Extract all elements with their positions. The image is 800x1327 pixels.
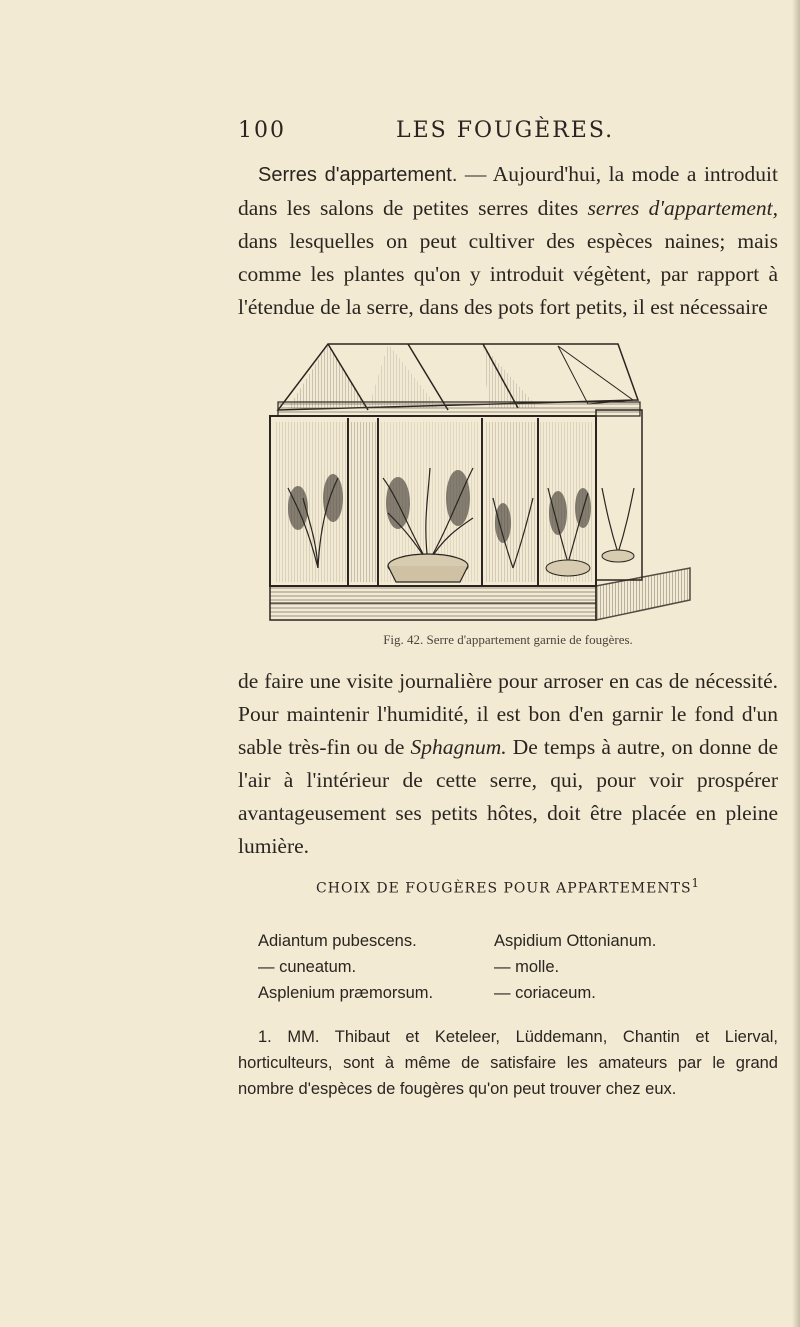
list-item (258, 954, 433, 980)
list-item: Adiantum pubescens. (258, 932, 417, 950)
list-item: — molle. (494, 958, 560, 976)
footnote-marker: 1 (691, 876, 700, 890)
paragraph-text-continued: De temps à autre, on donne de l'air à l'intérieur de cette serre, qui, pour voir prospérer avantageusement ses petits hôtes, doit être placée en pleine lumière. (238, 735, 778, 858)
paragraph-serres (238, 158, 778, 324)
paragraph-text-continued: dans lesquelles on peut cultiver des espèces naines; mais comme les plantes qu'on y introduit végètent, par rapport à l'étendue de la serre, dans des pots fort petits, il est nécessaire (238, 229, 778, 319)
list-heading (238, 876, 778, 897)
fern-list-left (258, 928, 433, 1006)
list-item: — coriaceum. (494, 984, 596, 1002)
section-lead: Serres d'appartement. (258, 164, 458, 186)
footnote: 1. MM. Thibaut et Keteleer, Lüddemann, Chantin et Lierval, horticulteurs, sont à même de satisfaire les amateurs par le grand nombre d'espèces de fougères qu'on peut trouver chez eux. (238, 1028, 778, 1098)
fern-list-right (494, 928, 656, 1006)
list-heading-text: CHOIX DE FOUGÈRES POUR APPARTEMENTS (316, 880, 692, 897)
page-number: 100 (238, 118, 286, 143)
paragraph-visite (238, 665, 778, 863)
paragraph-text: — Aujourd'hui, la mode a introduit dans les salons de petites serres dites (238, 162, 778, 220)
figure-caption: Fig. 42. Serre d'appartement garnie de fougères. (383, 632, 633, 647)
italic-term: Sphagnum. (410, 735, 507, 759)
list-item: Asplenium præmorsum. (258, 984, 434, 1002)
page-edge-shadow (792, 0, 800, 1327)
list-item: Aspidium Ottonianum. (494, 932, 657, 950)
list-item-text: — cuneatum. (258, 958, 357, 976)
greenhouse-illustration (258, 338, 698, 624)
paragraph-text: de faire une visite journalière pour arroser en cas de nécessité. Pour maintenir l'humidité, il est bon d'en garnir le fond d'un sable très-fin ou de (238, 669, 778, 759)
running-title: LES FOUGÈRES. (396, 118, 615, 143)
italic-term: serres d'appartement, (587, 196, 778, 220)
